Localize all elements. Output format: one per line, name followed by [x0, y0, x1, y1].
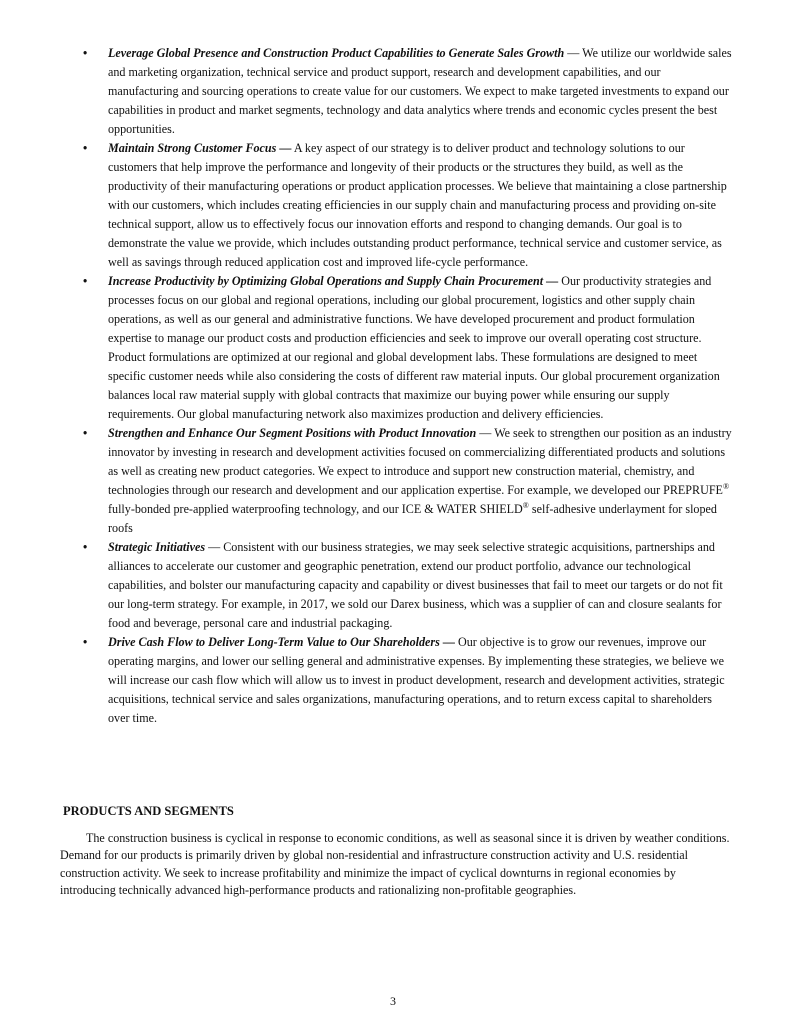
bullet-lead: Strategic Initiatives — [108, 540, 206, 554]
bullet-text-part-c: self-adhesive underlayment for sloped roofs — [108, 502, 717, 535]
bullet-marker: • — [83, 274, 88, 288]
bullet-text-part-b: fully-bonded pre-applied waterproofing technology, and our ICE & WATER SHIELD — [108, 502, 523, 516]
bullet-marker: • — [83, 141, 88, 155]
bullet-lead: Drive Cash Flow to Deliver Long-Term Value to Our Shareholders — — [108, 635, 455, 649]
bullet-marker: • — [83, 635, 88, 649]
section-heading: PRODUCTS AND SEGMENTS — [63, 804, 234, 818]
bullet-marker: • — [83, 46, 88, 60]
bullet-customer-focus — [83, 139, 733, 272]
registered-mark: ® — [722, 482, 730, 491]
registered-mark: ® — [522, 501, 529, 510]
bullet-productivity — [83, 272, 733, 424]
bullet-marker: • — [83, 426, 88, 440]
bullet-global-presence — [83, 44, 733, 139]
bullet-cash-flow — [83, 633, 733, 728]
bullet-text-part-a: — We seek to strengthen our position as an industry innovator by investing in research and development activities focused on commercializing differentiated products and solutions as well as creating new product categories. We expect to introduce and support new construction material, chemistry, and technologies through our research and development and our application expertise. For example, we developed our PREPRUFE — [108, 426, 732, 497]
strategy-bullet-list — [83, 44, 733, 728]
bullet-text: Our productivity strategies and processes focus on our global and regional operations, including our global procurement, logistics and other supply chain operations, as well as our general and administrative functions. We have developed procurement and product formulation expertise to manage our product costs and production efficiencies and seek to improve our overall operating cost structure. Product formulations are optimized at our regional and global development labs. These formulations are designed to meet specific customer needs while also considering the costs of different raw material inputs. Our global procurement organization balances local raw material supply with global contracts that maximize our buying power while ensuring our supply requirements. Our global manufacturing network also maximizes production and delivery efficiencies. — [108, 274, 720, 421]
bullet-text: — We utilize our worldwide sales and marketing organization, technical service and product support, research and development capabilities, and our manufacturing and sourcing operations to create value for our customers. We expect to make targeted investments to expand our capabilities in product and market segments, technology and data analytics where trends and economic cycles present the best opportunities. — [108, 46, 732, 136]
bullet-lead: Leverage Global Presence and Construction Product Capabilities to Generate Sales Growth — [108, 46, 565, 60]
bullet-text: Our objective is to grow our revenues, improve our operating margins, and lower our selling general and administrative expenses. By implementing these strategies, we believe we will increase our cash flow which will allow us to invest in product development, research and development activities, strategic acquisitions, technical service and sales organizations, manufacturing operations, and to return excess capital to shareholders over time. — [108, 635, 725, 725]
bullet-lead: Strengthen and Enhance Our Segment Positions with Product Innovation — [108, 426, 477, 440]
bullet-lead: Maintain Strong Customer Focus — — [108, 141, 292, 155]
bullet-marker: • — [83, 540, 88, 554]
bullet-text: — Consistent with our business strategies, we may seek selective strategic acquisitions, partnerships and alliances to accelerate our customer and geographic penetration, extend our product portfolio, advance our technological capabilities, and bolster our manufacturing capacity and capability or divest businesses that fail to meet our targets or do not fit our long-term strategy. For example, in 2017, we sold our Darex business, which was a supplier of can and closure sealants for food and beverage, personal care and industrial packaging. — [108, 540, 723, 630]
bullet-product-innovation — [83, 424, 733, 538]
page-number: 3 — [390, 994, 396, 1008]
bullet-text: A key aspect of our strategy is to deliver product and technology solutions to our customers that help improve the performance and longevity of their products or the structures they build, as well as the productivity of their manufacturing operations or product application processes. We believe that maintaining a close partnership with our customers, which includes creating efficiencies in our supply chain and manufacturing process and providing on-site technical support, allow us to effectively focus our innovation efforts and respond to changing demands. Our goal is to demonstrate the value we provide, which includes outstanding product performance, technical service and customer service, as well as savings through reduced application cost and improved life-cycle performance. — [108, 141, 727, 269]
section-paragraph: The construction business is cyclical in response to economic conditions, as well as seasonal since it is driven by weather conditions. Demand for our products is primarily driven by global non-residential and infrastructure construction activity and U.S. residential construction activity. We seek to increase profitability and minimize the impact of cyclical downturns in regional economies by introducing technically advanced high-performance products and rationalizing non-profitable geographies. — [60, 831, 730, 898]
bullet-strategic-initiatives — [83, 538, 733, 633]
bullet-lead: Increase Productivity by Optimizing Global Operations and Supply Chain Procurement — — [108, 274, 559, 288]
